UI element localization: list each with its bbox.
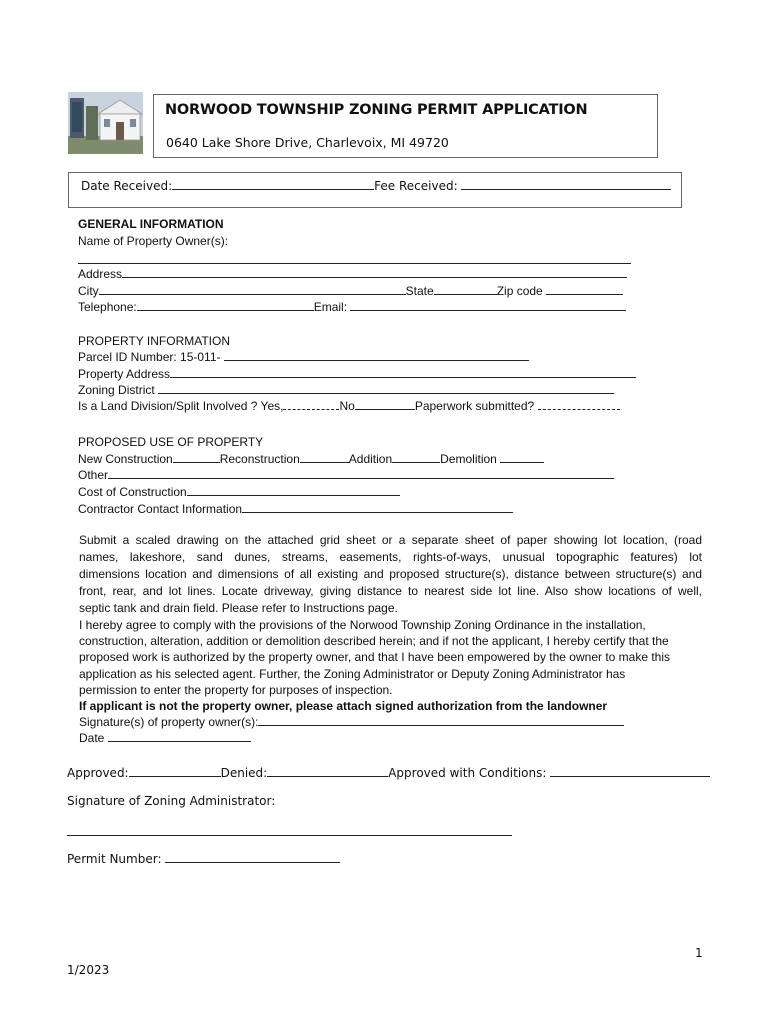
reconstruction-field[interactable]	[300, 451, 349, 463]
reconstruction-label: Reconstruction	[219, 452, 300, 466]
date-received-field[interactable]	[172, 178, 374, 190]
property-address-field[interactable]	[170, 366, 636, 378]
contractor-field[interactable]	[242, 501, 513, 513]
date-received-label: Date Received:	[81, 179, 173, 193]
paperwork-label: Paperwork submitted?	[414, 399, 535, 413]
cost-label: Cost of Construction	[78, 485, 187, 499]
zip-label: Zip code	[496, 284, 543, 298]
zoning-district-label: Zoning District	[78, 383, 155, 397]
demolition-label: Demolition	[440, 452, 497, 466]
land-division-no-label: No	[339, 399, 355, 413]
demolition-field[interactable]	[500, 451, 544, 463]
instructions-line: dimensions location and dimensions of all existing and proposed structure(s), distance between structure(s) and	[79, 567, 702, 581]
approved-conditions-label: Approved with Conditions:	[388, 766, 547, 780]
use-type-row	[78, 451, 544, 467]
telephone-label: Telephone:	[78, 300, 137, 314]
land-division-yes-field[interactable]	[283, 398, 339, 410]
office-use-row	[81, 178, 671, 193]
page-title: NORWOOD TOWNSHIP ZONING PERMIT APPLICATION	[165, 102, 588, 118]
owner-signature-field[interactable]	[258, 714, 624, 726]
cost-row	[78, 484, 400, 500]
approved-conditions-field[interactable]	[550, 765, 710, 777]
permit-number-row	[67, 851, 340, 866]
fee-received-label: Fee Received:	[374, 179, 458, 193]
fee-received-field[interactable]	[461, 178, 671, 190]
general-info-heading: GENERAL INFORMATION	[78, 217, 224, 231]
owner-signature-label: Signature(s) of property owner(s):	[79, 715, 259, 730]
zoning-district-field[interactable]	[158, 382, 614, 394]
city-label: City	[78, 284, 99, 298]
contractor-row	[78, 501, 513, 517]
admin-signature-label: Signature of Zoning Administrator:	[67, 794, 276, 808]
agreement-line: I hereby agree to comply with the provisions of the Norwood Township Zoning Ordinance in the installation,	[79, 618, 646, 632]
land-division-no-field[interactable]	[355, 398, 415, 410]
city-field[interactable]	[99, 283, 406, 295]
paperwork-field[interactable]	[538, 398, 620, 410]
email-field[interactable]	[350, 299, 626, 311]
revision-date: 1/2023	[67, 963, 110, 977]
parcel-row	[78, 349, 529, 365]
addition-label: Addition	[348, 452, 393, 466]
permit-number-field[interactable]	[165, 851, 340, 863]
agreement-line: proposed work is authorized by the property owner, and that I have been empowered by the owner to make this	[79, 650, 671, 665]
cost-field[interactable]	[187, 484, 400, 496]
email-label: Email:	[313, 300, 348, 314]
zoning-row	[78, 382, 614, 398]
state-label: State	[405, 284, 434, 298]
new-construction-field[interactable]	[173, 451, 220, 463]
property-address-row	[78, 366, 636, 382]
other-label: Other	[78, 468, 109, 482]
authorization-note: If applicant is not the property owner, please attach signed authorization from the landowner	[79, 699, 608, 714]
state-field[interactable]	[434, 283, 497, 295]
agreement-line: application as his selected agent. Further, the Zoning Administrator or Deputy Zoning Administrator has	[79, 666, 626, 681]
land-division-row	[78, 398, 620, 414]
date-label: Date	[79, 731, 105, 746]
address-row	[78, 266, 627, 282]
agreement-line: permission to enter the property for purposes of inspection.	[79, 682, 393, 697]
date-row	[79, 730, 670, 746]
new-construction-label: New Construction	[78, 452, 173, 466]
addition-field[interactable]	[392, 451, 440, 463]
other-field[interactable]	[108, 467, 614, 479]
instructions-paragraph	[79, 532, 702, 617]
date-field[interactable]	[108, 730, 251, 742]
permit-number-label: Permit Number:	[67, 852, 162, 866]
agreement-paragraph	[79, 617, 670, 747]
owner-name-label: Name of Property Owner(s):	[78, 234, 229, 248]
parcel-id-label: Parcel ID Number: 15-011-	[78, 350, 221, 364]
agreement-line: construction, alteration, addition or demolition described herein; and if not the applicant, I hereby certify that the	[79, 634, 669, 649]
parcel-id-field[interactable]	[224, 349, 529, 361]
property-info-heading: PROPERTY INFORMATION	[78, 334, 231, 348]
decision-row	[67, 765, 710, 780]
telephone-field[interactable]	[137, 299, 314, 311]
owner-name-field[interactable]	[78, 263, 631, 264]
contractor-label: Contractor Contact Information	[78, 502, 243, 516]
other-row	[78, 467, 614, 483]
denied-label: Denied:	[220, 766, 268, 780]
instructions-line: front, rear, and lot lines. Locate driveway, giving distance to nearest side lot line. Also show locations of well,	[79, 584, 702, 598]
land-division-label: Is a Land Division/Split Involved ? Yes,	[78, 399, 284, 413]
instructions-line: septic tank and drain field. Please refer to Instructions page.	[79, 601, 398, 615]
instructions-line: Submit a scaled drawing on the attached grid sheet or a separate sheet of paper showing lot location, (road	[79, 533, 702, 547]
city-row	[78, 283, 623, 299]
zip-field[interactable]	[546, 283, 623, 295]
admin-signature-field[interactable]	[67, 835, 512, 836]
instructions-line: names, lakeshore, sand dunes, streams, easements, rights-of-ways, unusual topographic features) lot	[79, 550, 702, 564]
proposed-use-heading: PROPOSED USE OF PROPERTY	[78, 435, 264, 449]
property-address-label: Property Address	[78, 367, 171, 381]
denied-field[interactable]	[267, 765, 388, 777]
telephone-row	[78, 299, 626, 315]
address-label: Address	[78, 267, 123, 281]
approved-field[interactable]	[129, 765, 221, 777]
page-number: 1	[695, 946, 703, 960]
owner-signature-row	[79, 714, 670, 730]
township-address: 0640 Lake Shore Drive, Charlevoix, MI 49720	[166, 135, 449, 150]
approved-label: Approved:	[67, 766, 129, 780]
township-hall-photo-icon	[68, 92, 143, 154]
address-field[interactable]	[122, 266, 627, 278]
